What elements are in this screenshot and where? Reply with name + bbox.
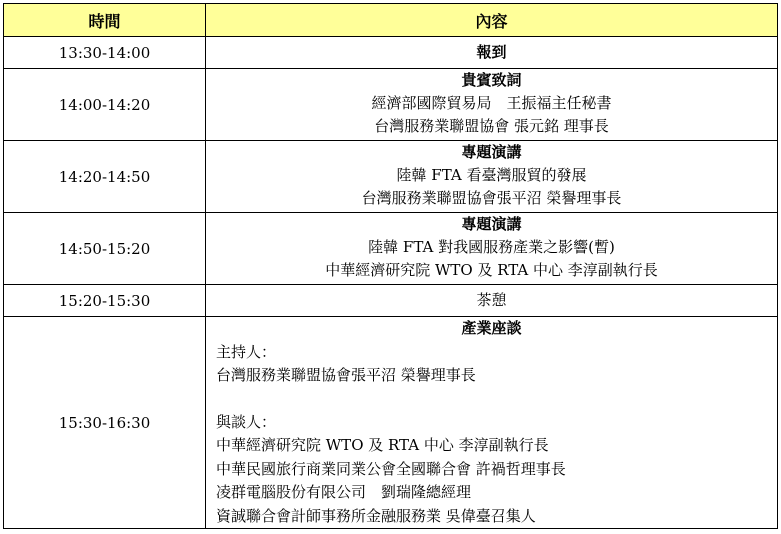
row-time: 14:20-14:50 (4, 141, 206, 213)
row-title: 產業座談 (461, 319, 522, 337)
row-title: 專題演講 (461, 143, 522, 161)
row-line: 經濟部國際貿易局 王振福主任秘書 (371, 94, 612, 112)
spacer (216, 388, 777, 411)
header-content: 內容 (206, 4, 778, 37)
row-time: 13:30-14:00 (4, 37, 206, 69)
row-content (206, 213, 778, 285)
row-content (206, 69, 778, 141)
row-time: 14:50-15:20 (4, 213, 206, 285)
panelist: 凌群電腦股份有限公司 劉瑞隆總經理 (216, 483, 472, 501)
table-row (4, 285, 778, 317)
agenda-table (3, 3, 778, 529)
row-time: 14:00-14:20 (4, 69, 206, 141)
table-row (4, 213, 778, 285)
moderator-label: 主持人： (216, 342, 277, 361)
row-line: 陸韓 FTA 對我國服務產業之影響(暫) (368, 238, 615, 256)
moderator-name: 台灣服務業聯盟協會張平沼 榮譽理事長 (216, 366, 476, 384)
row-time: 15:20-15:30 (4, 285, 206, 317)
panelist: 中華民國旅行商業同業公會全國聯合會 許禍哲理事長 (216, 459, 566, 478)
row-time: 15:30-16:30 (4, 317, 206, 529)
row-content (206, 285, 778, 317)
table-row (4, 317, 778, 529)
table-row (4, 69, 778, 141)
row-line: 台灣服務業聯盟協會 張元銘 理事長 (374, 117, 609, 135)
panel-details (206, 341, 777, 529)
header-time: 時間 (4, 4, 206, 37)
panelist: 資誠聯合會計師事務所金融服務業 吳偉臺召集人 (216, 506, 536, 525)
table-row (4, 37, 778, 69)
row-line: 陸韓 FTA 看臺灣服貿的發展 (396, 166, 587, 184)
row-title: 茶憩 (476, 291, 507, 309)
row-content (206, 317, 778, 529)
row-line: 中華經濟研究院 WTO 及 RTA 中心 李淳副執行長 (325, 261, 658, 279)
panelist: 中華經濟研究院 WTO 及 RTA 中心 李淳副執行長 (216, 436, 549, 454)
row-content (206, 141, 778, 213)
row-line: 台灣服務業聯盟協會張平沼 榮譽理事長 (361, 189, 622, 207)
panel-label: 與談人： (216, 412, 277, 431)
row-title: 專題演講 (461, 215, 522, 233)
header-row (4, 4, 778, 37)
row-content (206, 37, 778, 69)
row-title: 報到 (476, 43, 507, 61)
row-title: 貴賓致詞 (461, 71, 522, 89)
table-row (4, 141, 778, 213)
